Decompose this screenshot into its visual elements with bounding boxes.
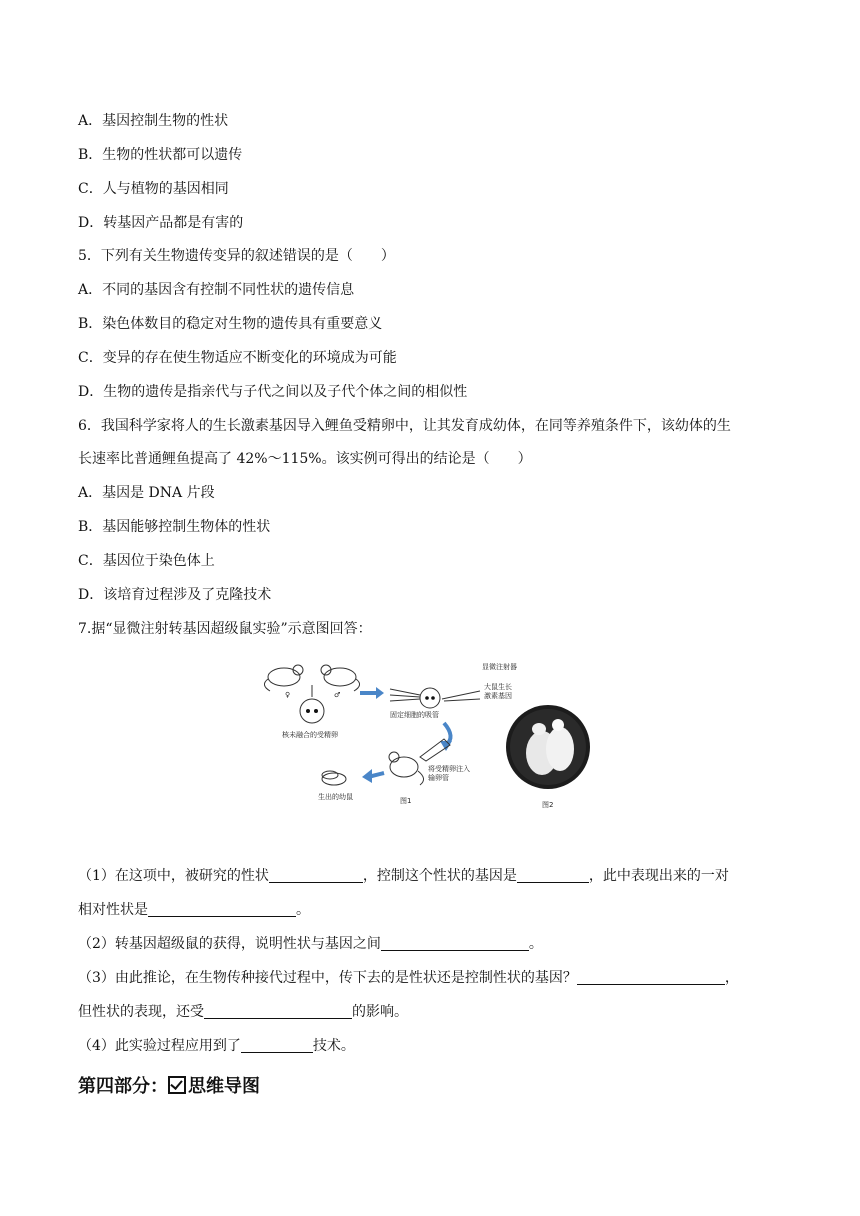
option-line: D．该培育过程涉及了克隆技术 <box>78 587 272 603</box>
option-line: B．基因能够控制生物体的性状 <box>78 519 271 535</box>
heading-text: 第四部分： <box>78 1076 168 1097</box>
text: （4）此实验过程应用到了 <box>78 1038 241 1054</box>
super-mouse-figure <box>262 655 598 820</box>
part-1-line2 <box>78 900 310 920</box>
answer-blank[interactable] <box>148 901 296 917</box>
text: ， <box>724 970 739 986</box>
female-symbol: ♀ <box>285 691 291 699</box>
question-6-line2: 长速率比普通鲤鱼提高了 42%～115%。该实例可得出的结论是（ ） <box>78 451 532 467</box>
label-fixed-pipette: 固定细胞的吸管 <box>390 711 439 719</box>
female-mouse-icon <box>264 665 303 691</box>
answer-blank[interactable] <box>577 969 725 985</box>
text: （2）转基因超级鼠的获得，说明性状与基因之间 <box>78 936 381 952</box>
part-4 <box>78 1036 355 1056</box>
mouse-photo <box>506 705 590 789</box>
option-line: D．生物的遗传是指亲代与子代之间以及子代个体之间的相似性 <box>78 384 468 400</box>
text: ，控制这个性状的基因是 <box>362 868 517 884</box>
answer-blank[interactable] <box>381 935 529 951</box>
answer-blank[interactable] <box>517 867 589 883</box>
option-line: B．生物的性状都可以遗传 <box>78 147 243 163</box>
injector-needle-icon <box>442 691 480 701</box>
option-line: C．基因位于染色体上 <box>78 553 215 569</box>
label-fig1: 图1 <box>400 797 412 805</box>
text: 相对性状是 <box>78 902 148 918</box>
option-line: B．染色体数目的稳定对生物的遗传具有重要意义 <box>78 316 383 332</box>
label-gene-line1: 大鼠生长 <box>484 683 512 691</box>
label-inject-line2: 输卵管 <box>428 774 449 782</box>
option-line: C．人与植物的基因相同 <box>78 181 229 197</box>
option-line: C．变异的存在使生物适应不断变化的环境成为可能 <box>78 350 397 366</box>
question-7: 7.据“显微注射转基因超级鼠实验”示意图回答： <box>78 621 372 637</box>
part-3-line1 <box>78 968 739 988</box>
male-symbol: ♂ <box>334 691 341 699</box>
text: ，此中表现出来的一对 <box>588 868 729 884</box>
male-mouse-icon <box>321 665 360 691</box>
egg-cell-icon <box>420 688 440 708</box>
question-5: 5．下列有关生物遗传变异的叙述错误的是（ ） <box>78 248 395 264</box>
label-injector: 显微注射器 <box>482 663 517 671</box>
pipette-icon <box>390 689 420 701</box>
answer-blank[interactable] <box>204 1003 352 1019</box>
surrogate-mouse-icon <box>389 752 424 785</box>
text: 。 <box>296 902 310 918</box>
label-unfused-egg: 核未融合的受精卵 <box>282 731 338 739</box>
text: （3）由此推论，在生物传种接代过程中，传下去的是性状还是控制性状的基因？ <box>78 970 577 986</box>
arrow-head-icon <box>376 687 384 699</box>
label-born: 生出的幼鼠 <box>318 793 353 801</box>
answer-blank[interactable] <box>241 1037 313 1053</box>
arrow-head-icon <box>440 741 452 751</box>
text: 技术。 <box>312 1038 355 1054</box>
text: 的影响。 <box>352 1004 408 1020</box>
egg-cell-icon <box>300 699 324 723</box>
baby-mice-icon <box>322 771 346 785</box>
answer-blank[interactable] <box>269 867 363 883</box>
label-fig2: 图2 <box>542 801 554 809</box>
arrow-head-icon <box>362 769 372 783</box>
part-2 <box>78 934 543 954</box>
text: 但性状的表现，还受 <box>78 1004 204 1020</box>
option-line: D．转基因产品都是有害的 <box>78 215 244 231</box>
text: （1）在这项中，被研究的性状 <box>78 868 269 884</box>
heading-suffix: 思维导图 <box>188 1076 260 1097</box>
label-inject-line1: 将受精卵注入 <box>428 765 470 773</box>
part-1-line1 <box>78 866 729 886</box>
text: 。 <box>528 936 543 952</box>
part-3-line2 <box>78 1002 408 1022</box>
label-gene-line2: 激素基因 <box>484 692 512 700</box>
checkbox-icon <box>168 1076 186 1094</box>
option-line: A．不同的基因含有控制不同性状的遗传信息 <box>78 282 355 298</box>
section-heading <box>78 1072 260 1098</box>
option-line: A．基因是 DNA 片段 <box>78 485 215 501</box>
option-line: A．基因控制生物的性状 <box>78 113 229 129</box>
question-6-line1: 6．我国科学家将人的生长激素基因导入鲤鱼受精卵中，让其发育成幼体，在同等养殖条件下，该幼体的生 <box>78 418 731 434</box>
figure-illustration <box>262 655 598 820</box>
